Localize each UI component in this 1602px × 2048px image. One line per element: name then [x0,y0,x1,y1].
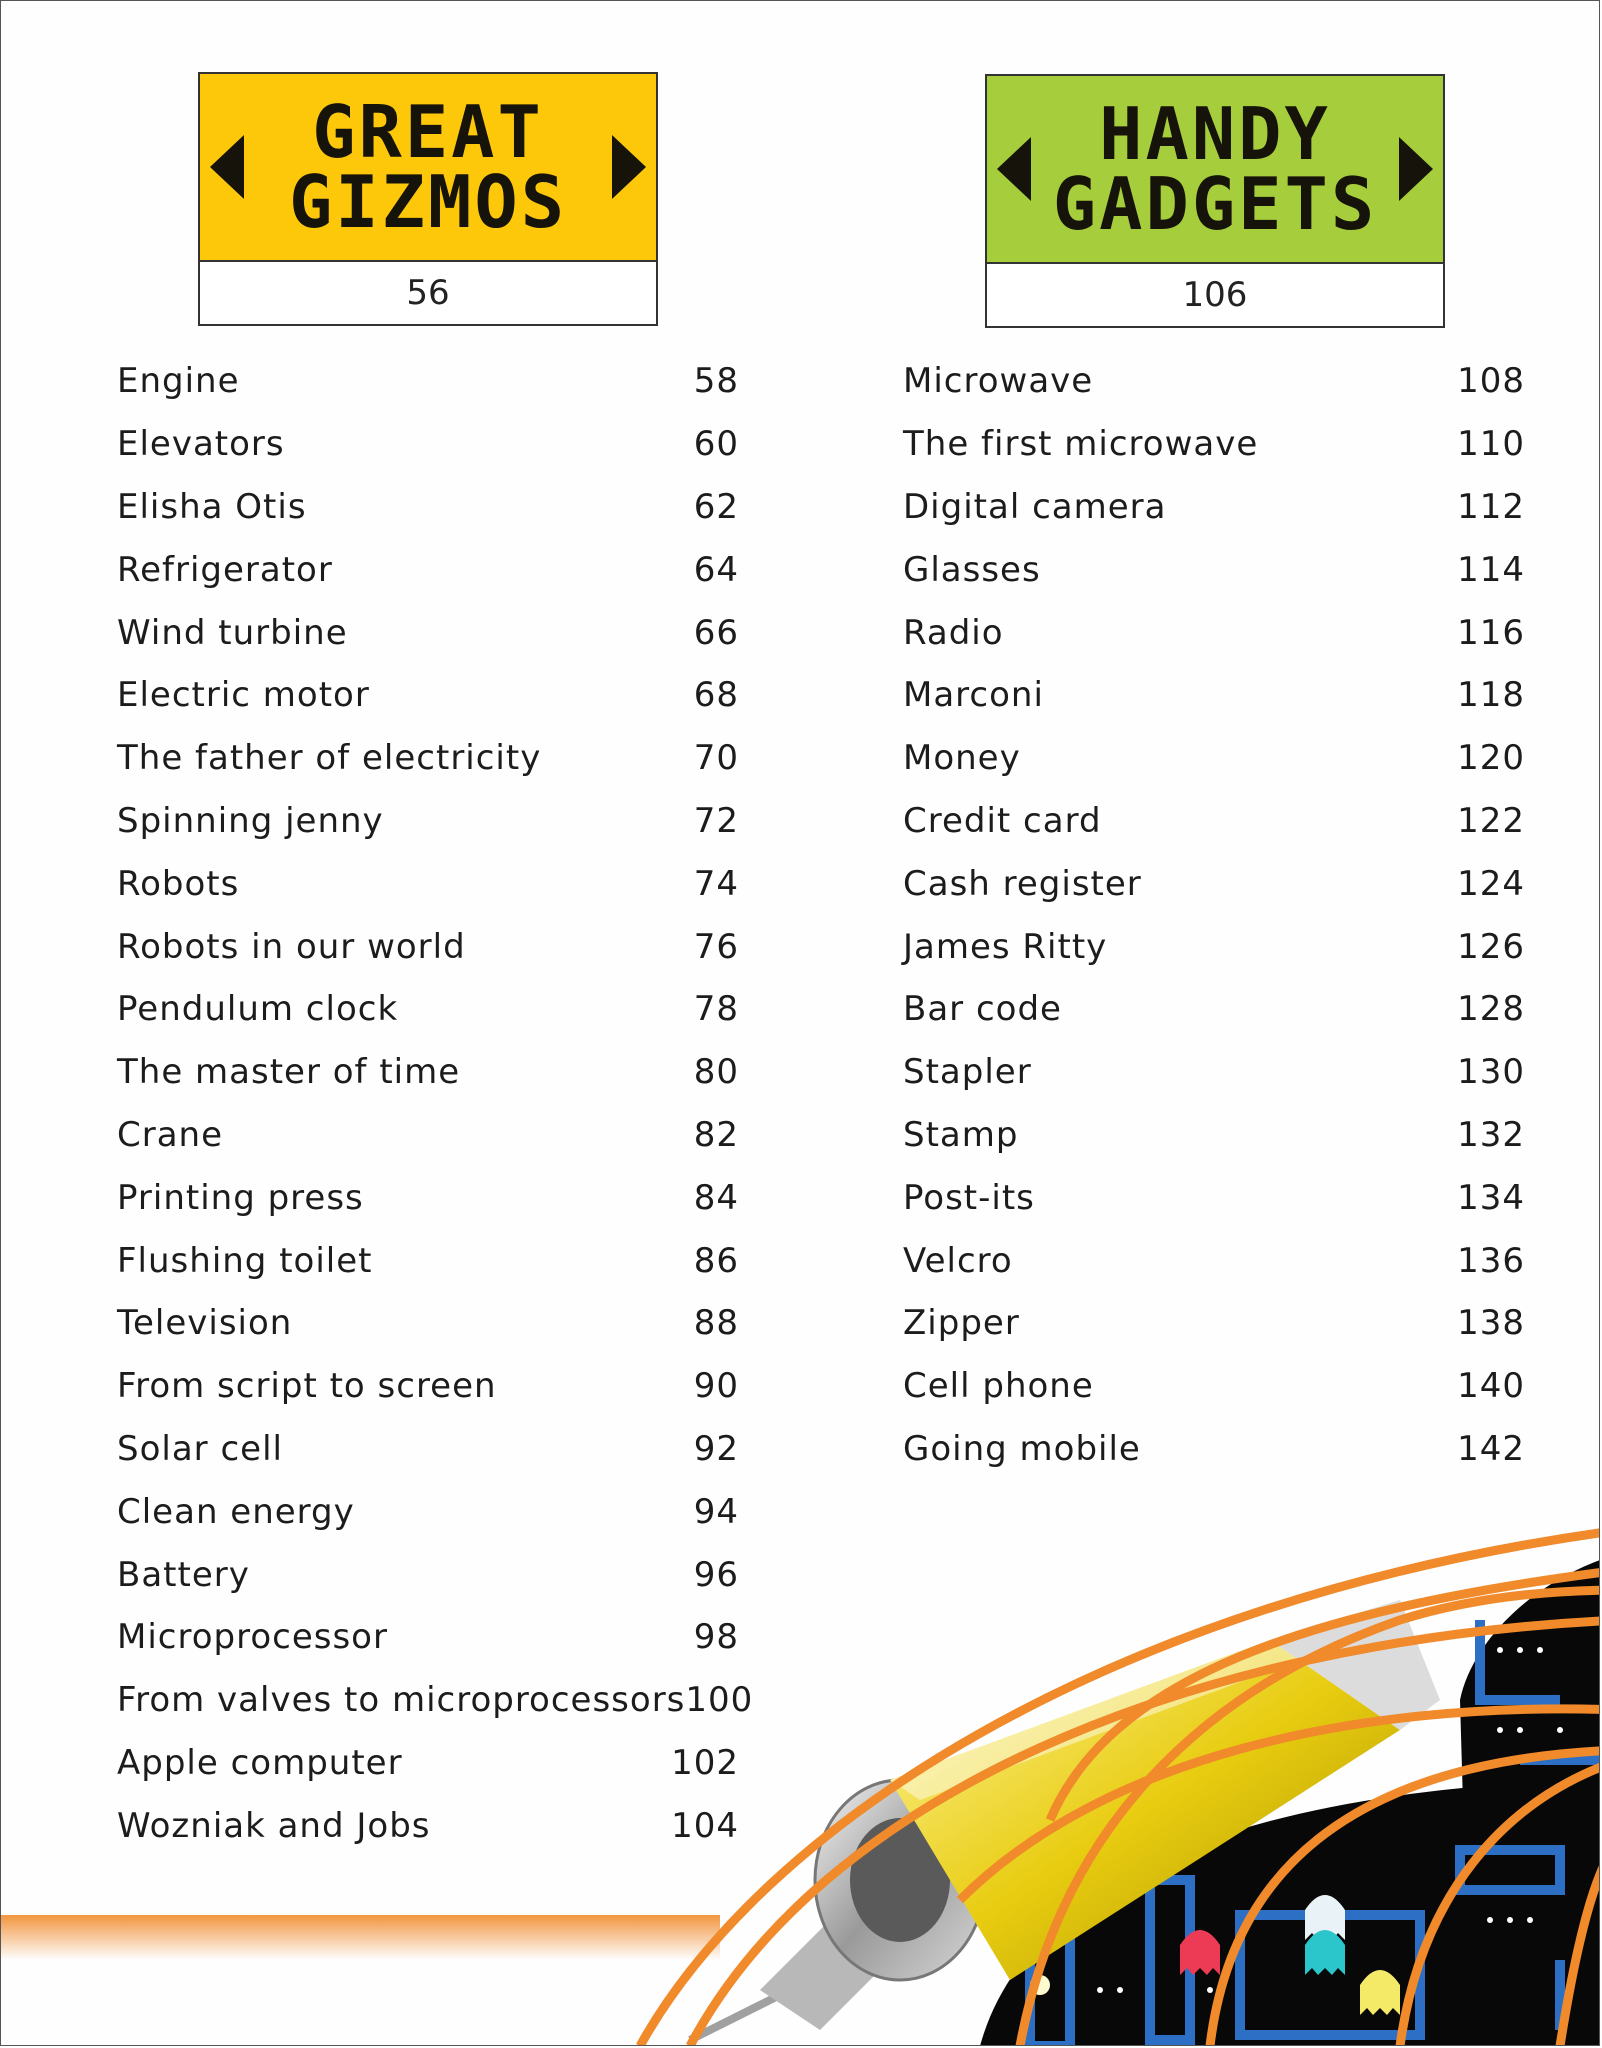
toc-entry-title: The father of electricity [117,738,542,779]
toc-entry [117,413,739,476]
toc-entry [903,413,1525,476]
toc-entry [117,1166,739,1229]
toc-entry-title: Marconi [903,675,1044,716]
toc-entry-title: Credit card [903,800,1102,841]
toc-entry [117,1543,739,1606]
toc-entry-title: Electric motor [117,675,370,716]
toc-entry-page: 72 [693,800,739,841]
section-title: HANDY GADGETS [1052,92,1378,246]
toc-entry-title: Cell phone [903,1366,1094,1407]
toc-entry-page: 82 [693,1114,739,1155]
toc-entry-page: 116 [1457,612,1525,653]
toc-entry [903,1041,1525,1104]
toc-entry [117,1418,739,1481]
toc-entry [903,1418,1525,1481]
toc-entry-title: Elisha Otis [117,486,307,527]
toc-entry [117,1041,739,1104]
toc-entry-title: Stapler [903,1052,1032,1093]
toc-entry-title: Apple computer [117,1742,403,1783]
toc-entry-page: 98 [693,1617,739,1658]
toc-entry [117,727,739,790]
toc-entry [903,915,1525,978]
toc-entry [117,1606,739,1669]
toc-entry-title: Microwave [903,361,1094,402]
toc-entry-page: 138 [1457,1303,1525,1344]
toc-entry-page: 130 [1457,1052,1525,1093]
toc-entry-title: James Ritty [903,926,1108,967]
toc-entry-title: Digital camera [903,486,1167,527]
toc-entry-title: Post-its [903,1177,1035,1218]
toc-entry-page: 140 [1457,1366,1525,1407]
toc-entry [903,1355,1525,1418]
toc-entry-title: Going mobile [903,1428,1141,1469]
toc-entry [117,538,739,601]
toc-entry [117,476,739,539]
toc-entry-page: 90 [693,1366,739,1407]
toc-entry-page: 92 [693,1428,739,1469]
toc-entry [903,852,1525,915]
toc-entry [117,852,739,915]
toc-list-great-gizmos [117,350,754,1857]
toc-entry-page: 100 [685,1680,754,1721]
toc-entry-page: 94 [693,1491,739,1532]
toc-entry-title: Printing press [117,1177,364,1218]
toc-entry-page: 124 [1457,863,1525,904]
toc-entry-page: 62 [693,486,739,527]
toc-entry [903,350,1525,413]
toc-entry [903,1104,1525,1167]
toc-entry-title: Battery [117,1554,250,1595]
toc-entry-title: Robots in our world [117,926,466,967]
toc-entry-page: 114 [1457,549,1525,590]
toc-entry-page: 84 [693,1177,739,1218]
toc-entry-page: 134 [1457,1177,1525,1218]
toc-entry-page: 66 [693,612,739,653]
toc-entry-page: 60 [693,424,739,465]
toc-entry-page: 86 [693,1240,739,1281]
toc-entry-title: Wind turbine [117,612,348,653]
toc-entry-title: Clean energy [117,1491,355,1532]
toc-entry [903,1229,1525,1292]
toc-entry [903,664,1525,727]
toc-entry-title: The master of time [117,1052,461,1093]
toc-entry-title: Stamp [903,1114,1019,1155]
toc-entry-title: Flushing toilet [117,1240,373,1281]
toc-entry [117,601,739,664]
toc-list-handy-gadgets [903,350,1525,1480]
toc-entry-title: Solar cell [117,1428,283,1469]
toc-entry-title: Money [903,738,1021,779]
toc-entry [117,350,739,413]
toc-entry-page: 74 [693,863,739,904]
toc-entry [117,1794,739,1857]
toc-entry [117,664,739,727]
toc-entry-page: 118 [1457,675,1525,716]
toc-entry-page: 70 [693,738,739,779]
toc-entry [117,915,739,978]
toc-entry-title: Zipper [903,1303,1020,1344]
toc-entry-title: Robots [117,863,240,904]
toc-entry-page: 76 [693,926,739,967]
toc-entry [903,476,1525,539]
toc-entry-page: 108 [1457,361,1525,402]
toc-entry-page: 96 [693,1554,739,1595]
toc-entry-title: Television [117,1303,293,1344]
toc-entry-page: 126 [1457,926,1525,967]
toc-entry [903,978,1525,1041]
section-title: GREAT GIZMOS [288,90,568,244]
toc-entry-page: 58 [693,361,739,402]
toc-entry [117,1480,739,1543]
toc-entry-page: 104 [671,1805,739,1846]
toc-entry-title: Pendulum clock [117,989,399,1030]
toc-entry [117,790,739,853]
toc-entry [903,1166,1525,1229]
section-page-number: 106 [985,264,1445,328]
toc-entry [903,1292,1525,1355]
toc-entry-page: 68 [693,675,739,716]
toc-entry [117,1355,739,1418]
toc-entry-title: From valves to microprocessors [117,1680,686,1721]
toc-entry-page: 132 [1457,1114,1525,1155]
toc-entry [903,538,1525,601]
toc-entry-title: Crane [117,1114,224,1155]
toc-entry-title: Spinning jenny [117,800,384,841]
toc-entry-title: Velcro [903,1240,1013,1281]
toc-entry-page: 122 [1457,800,1525,841]
section-page-number: 56 [198,262,658,326]
toc-entry-page: 78 [693,989,739,1030]
toc-entry-page: 142 [1457,1428,1525,1469]
toc-entry-page: 88 [693,1303,739,1344]
toc-entry [117,978,739,1041]
toc-entry [903,601,1525,664]
toc-entry [117,1229,739,1292]
toc-entry-title: Cash register [903,863,1142,904]
toc-entry-page: 102 [671,1742,739,1783]
toc-entry-title: Glasses [903,549,1041,590]
toc-entry-title: Wozniak and Jobs [117,1805,431,1846]
toc-entry-title: Bar code [903,989,1062,1030]
toc-entry [117,1104,739,1167]
toc-entry [117,1732,739,1795]
toc-entry-title: Refrigerator [117,549,333,590]
toc-entry [903,790,1525,853]
toc-entry-title: From script to screen [117,1366,497,1407]
toc-entry-title: Engine [117,361,240,402]
toc-entry-title: Radio [903,612,1004,653]
toc-entry [117,1292,739,1355]
toc-entry-page: 120 [1457,738,1525,779]
toc-entry-title: Microprocessor [117,1617,388,1658]
toc-entry-title: Elevators [117,424,285,465]
toc-entry-page: 128 [1457,989,1525,1030]
toc-entry [117,1669,754,1732]
toc-entry-title: The first microwave [903,424,1259,465]
orange-band [0,1915,720,1960]
toc-entry [903,727,1525,790]
toc-entry-page: 112 [1457,486,1525,527]
toc-entry-page: 110 [1457,424,1525,465]
toc-entry-page: 80 [693,1052,739,1093]
toc-entry-page: 64 [693,549,739,590]
toc-entry-page: 136 [1457,1240,1525,1281]
